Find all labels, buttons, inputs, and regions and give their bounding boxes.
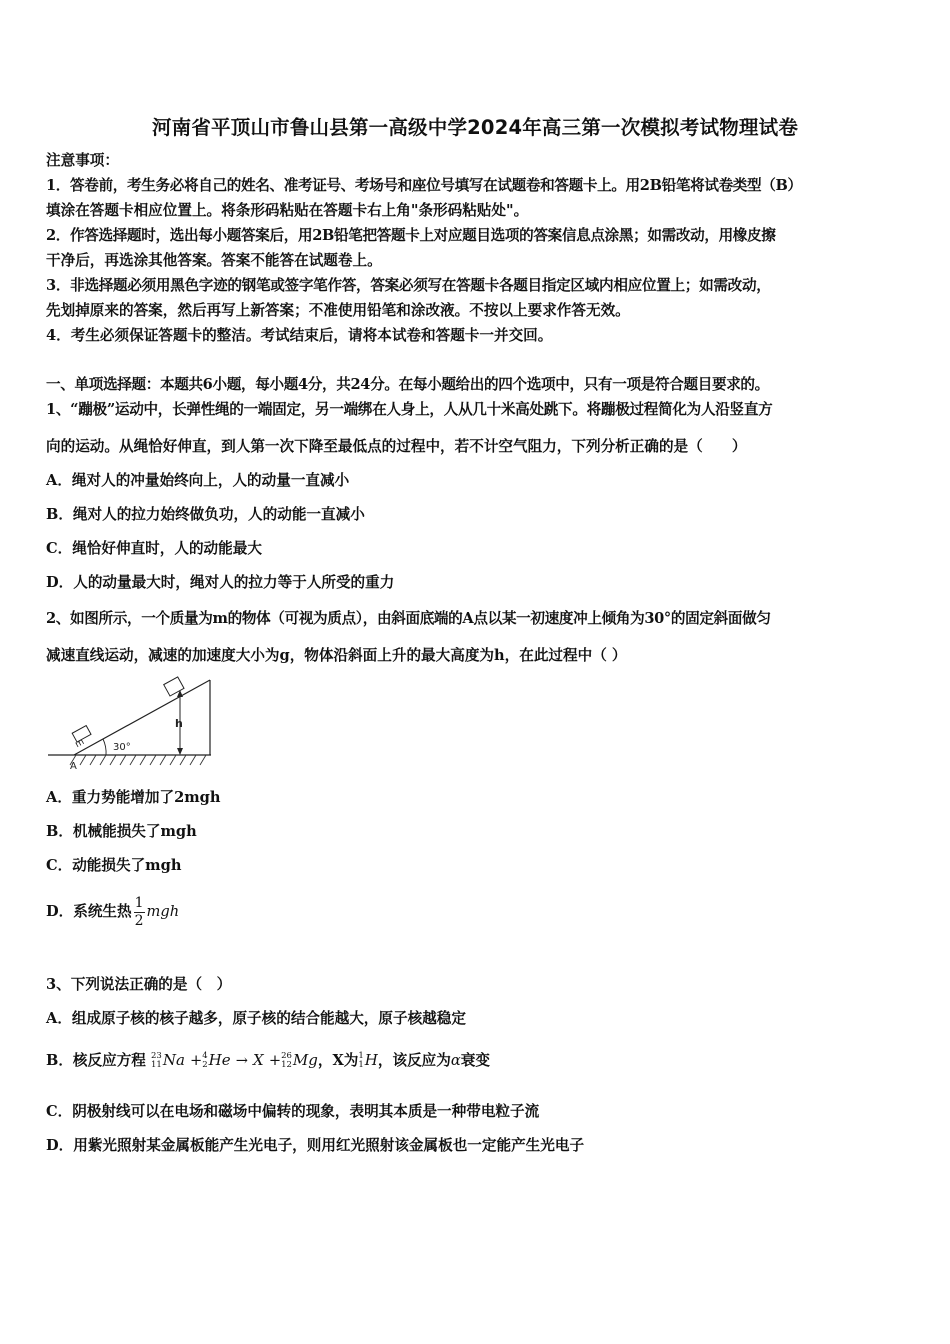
reaction-he	[202, 1042, 230, 1078]
reaction-h	[358, 1042, 378, 1078]
reaction-x: X	[253, 1051, 264, 1069]
reaction-na	[151, 1042, 185, 1078]
q2-option-a: A．重力势能增加了2mgh	[46, 789, 221, 806]
q1-stem-line-1: 1、“蹦极”运动中，长弹性绳的一端固定，另一端绑在人身上，人从几十米高处跳下。将蹦极过程简化为人沿竖直方	[46, 401, 773, 418]
q3-option-a: A．组成原子核的核子越多，原子核的结合能越大，原子核越稳定	[46, 1010, 466, 1027]
q2-option-c: C．动能损失了mgh	[46, 857, 182, 874]
na-symbol: Na	[162, 1051, 185, 1069]
reaction-mg	[281, 1042, 318, 1078]
na-mass: 23	[151, 1051, 162, 1061]
fraction-denominator: 2	[134, 912, 144, 929]
q3-option-b	[46, 1042, 490, 1079]
q2-option-d	[46, 892, 179, 932]
incline-slope	[74, 680, 210, 755]
he-z: 2	[202, 1060, 208, 1070]
ground-hatching	[70, 755, 206, 765]
notice-line-7: 4．考生必须保证答题卡的整洁。考试结束后，请将本试卷和答题卡一并交回。	[46, 327, 553, 344]
notice-line-6: 先划掉原来的答案，然后再写上新答案；不准使用铅笔和涂改液。不按以上要求作答无效。	[46, 302, 630, 319]
he-mass: 4	[202, 1051, 208, 1061]
height-arrow-bottom	[177, 748, 183, 755]
height-label: h	[175, 717, 183, 730]
angle-label: 30°	[113, 742, 131, 753]
incline-figure	[46, 672, 216, 772]
q3-option-c: C．阴极射线可以在电场和磁场中偏转的现象，表明其本质是一种带电粒子流	[46, 1103, 540, 1120]
page-title: 河南省平顶山市鲁山县第一高级中学2024年高三第一次模拟考试物理试卷	[151, 116, 799, 139]
q1-option-d: D．人的动量最大时，绳对人的拉力等于人所受的重力	[46, 574, 395, 591]
q1-option-c: C．绳恰好伸直时，人的动能最大	[46, 540, 262, 557]
q3-option-b-prefix: B．核反应方程	[46, 1052, 146, 1069]
h-symbol: H	[364, 1051, 378, 1069]
fraction-numerator: 1	[134, 894, 144, 911]
he-symbol: He	[208, 1051, 231, 1069]
h-z: 1	[358, 1060, 364, 1070]
q2-option-d-expr: mgh	[146, 903, 180, 920]
mg-mass: 26	[281, 1051, 292, 1061]
notice-line-3: 2．作答选择题时，选出每小题答案后，用2B铅笔把答题卡上对应题目选项的答案信息点涂黑；如需改动，用橡皮擦	[46, 227, 776, 244]
q3-stem: 3、下列说法正确的是（ ）	[46, 976, 232, 993]
q2-option-b: B．机械能损失了mgh	[46, 823, 197, 840]
na-z: 11	[151, 1060, 162, 1070]
angle-arc	[103, 739, 106, 755]
notice-line-4: 干净后，再选涂其他答案。答案不能答在试题卷上。	[46, 252, 382, 269]
section-heading: 一、单项选择题：本题共6小题，每小题4分，共24分。在每小题给出的四个选项中，只有一项是符合题目要求的。	[46, 376, 769, 393]
h-mass: 1	[358, 1051, 364, 1061]
mass-label: m	[73, 737, 87, 751]
mg-z: 12	[281, 1060, 292, 1070]
q3-option-d: D．用紫光照射某金属板能产生光电子，则用红光照射该金属板也一定能产生光电子	[46, 1137, 585, 1154]
notice-line-2: 填涂在答题卡相应位置上。将条形码粘贴在答题卡右上角"条形码粘贴处"。	[46, 202, 529, 219]
notice-line-5: 3．非选择题必须用黑色字迹的钢笔或签字笔作答，答案必须写在答题卡各题目指定区域内相应位置上；如需改动，	[46, 277, 771, 294]
q2-option-d-prefix: D．系统生热	[46, 903, 132, 920]
point-a-label: A	[70, 761, 77, 772]
q2-stem-line-2: 减速直线运动，减速的加速度大小为g，物体沿斜面上升的最大高度为h，在此过程中（ ）	[46, 647, 627, 664]
q2-stem-line-1: 2、如图所示，一个质量为m的物体（可视为质点），由斜面底端的A点以某一初速度冲上倾角为30°的固定斜面做匀	[46, 610, 771, 627]
reaction-arrow: →	[235, 1052, 248, 1069]
q1-option-a: A．绳对人的冲量始终向上，人的动量一直减小	[46, 472, 350, 489]
q3-option-b-end: 衰变	[460, 1052, 490, 1069]
reaction-plus-1: +	[190, 1052, 203, 1069]
q3-option-b-suffix: ，该反应为	[377, 1052, 451, 1069]
q2-option-d-fraction	[134, 895, 145, 930]
notice-heading: 注意事项：	[46, 152, 119, 169]
notice-line-1: 1．答卷前，考生务必将自己的姓名、准考证号、考场号和座位号填写在试题卷和答题卡上。用2B铅笔将试卷类型（B）	[46, 177, 802, 194]
q3-option-b-mid: ，X为	[317, 1052, 359, 1069]
alpha-symbol: α	[450, 1052, 461, 1069]
q1-option-b: B．绳对人的拉力始终做负功，人的动能一直减小	[46, 506, 365, 523]
q1-stem-line-2: 向的运动。从绳恰好伸直，到人第一次下降至最低点的过程中，若不计空气阻力，下列分析正确的是（ ）	[46, 438, 747, 455]
mg-symbol: Mg	[292, 1051, 318, 1069]
reaction-plus-2: +	[268, 1052, 282, 1069]
